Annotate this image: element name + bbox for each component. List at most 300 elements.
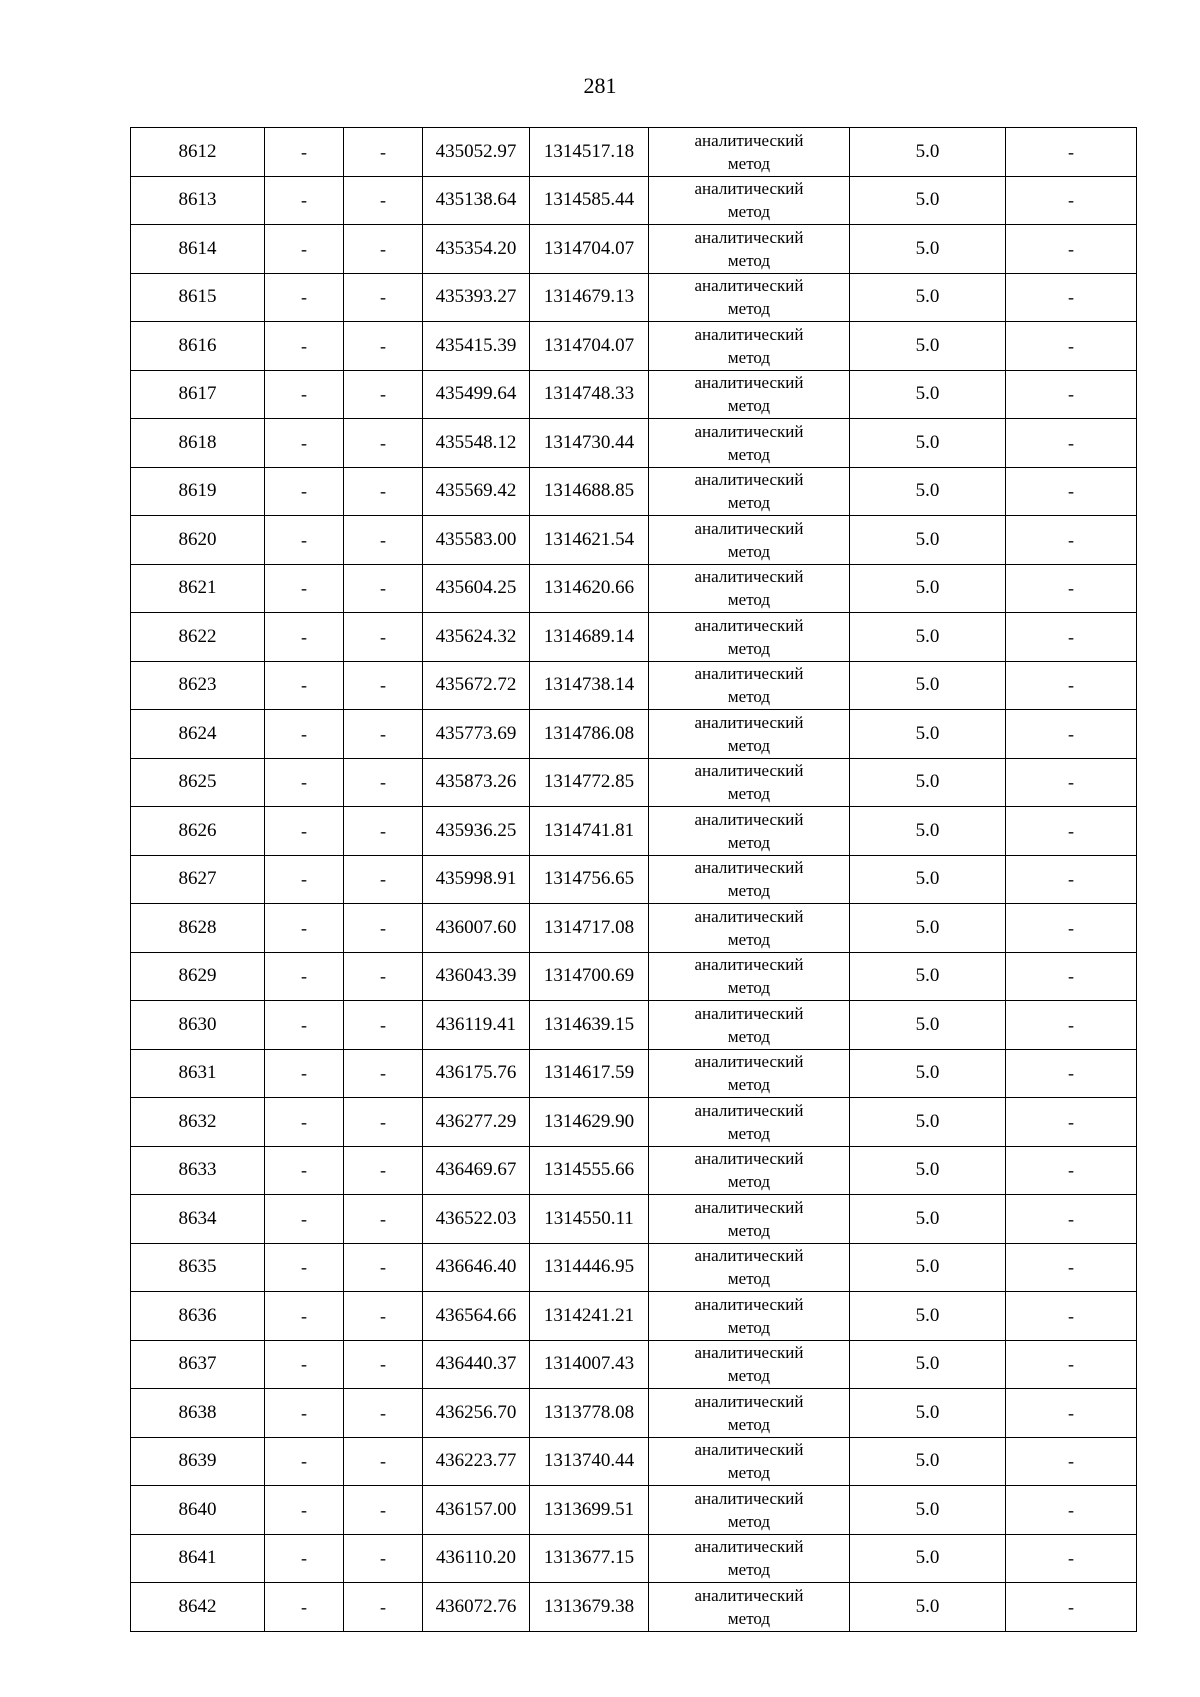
table-row [131,807,1137,856]
dash-cell: - [265,1340,344,1389]
method-line-1: аналитический [694,373,804,393]
table-row [131,564,1137,613]
dash-cell: - [344,467,423,516]
method-cell [649,1098,850,1147]
table-row [131,419,1137,468]
dash-cell: - [1006,1583,1137,1632]
method-line-2: метод [727,881,771,901]
accuracy-value-cell: 5.0 [850,758,1006,807]
method-line-1: аналитический [694,1343,804,1363]
dash-cell: - [265,1243,344,1292]
method-line-1: аналитический [694,1391,804,1411]
y-coordinate-cell: 1314585.44 [530,176,649,225]
x-coordinate-cell: 436522.03 [423,1195,530,1244]
dash-cell: - [265,467,344,516]
dash-cell: - [265,1195,344,1244]
dash-cell: - [344,322,423,371]
dash-cell: - [344,613,423,662]
point-number-cell: 8636 [131,1292,265,1341]
y-coordinate-cell: 1314689.14 [530,613,649,662]
dash-cell: - [265,807,344,856]
accuracy-value-cell: 5.0 [850,467,1006,516]
dash-cell: - [265,1146,344,1195]
accuracy-value-cell: 5.0 [850,516,1006,565]
point-number-cell: 8613 [131,176,265,225]
method-line-2: метод [727,347,771,367]
table-row [131,370,1137,419]
dash-cell: - [344,516,423,565]
table-row [131,710,1137,759]
method-line-1: аналитический [694,955,804,975]
dash-cell: - [344,1001,423,1050]
point-number-cell: 8619 [131,467,265,516]
dash-cell: - [1006,322,1137,371]
dash-cell: - [344,1049,423,1098]
method-cell [649,516,850,565]
method-cell [649,1049,850,1098]
method-line-1: аналитический [694,1052,804,1072]
method-cell [649,273,850,322]
x-coordinate-cell: 436256.70 [423,1389,530,1438]
method-line-1: аналитический [694,1003,804,1023]
accuracy-value-cell: 5.0 [850,1195,1006,1244]
dash-cell: - [265,564,344,613]
method-line-1: аналитический [694,1537,804,1557]
y-coordinate-cell: 1314617.59 [530,1049,649,1098]
point-number-cell: 8615 [131,273,265,322]
accuracy-value-cell: 5.0 [850,1292,1006,1341]
dash-cell: - [1006,710,1137,759]
table-row [131,1195,1137,1244]
dash-cell: - [265,613,344,662]
accuracy-value-cell: 5.0 [850,904,1006,953]
method-line-2: метод [727,1463,771,1483]
method-line-2: метод [727,396,771,416]
x-coordinate-cell: 436110.20 [423,1534,530,1583]
dash-cell: - [1006,564,1137,613]
point-number-cell: 8616 [131,322,265,371]
dash-cell: - [265,710,344,759]
dash-cell: - [344,1292,423,1341]
method-line-1: аналитический [694,421,804,441]
dash-cell: - [265,1098,344,1147]
dash-cell: - [265,1486,344,1535]
method-cell [649,710,850,759]
x-coordinate-cell: 436646.40 [423,1243,530,1292]
dash-cell: - [1006,176,1137,225]
dash-cell: - [1006,661,1137,710]
method-cell [649,1001,850,1050]
method-cell [649,1437,850,1486]
dash-cell: - [344,661,423,710]
dash-cell: - [265,176,344,225]
point-number-cell: 8627 [131,855,265,904]
coordinates-table [130,127,1137,1632]
y-coordinate-cell: 1314748.33 [530,370,649,419]
x-coordinate-cell: 436157.00 [423,1486,530,1535]
dash-cell: - [1006,904,1137,953]
x-coordinate-cell: 435569.42 [423,467,530,516]
method-line-1: аналитический [694,664,804,684]
point-number-cell: 8621 [131,564,265,613]
method-line-2: метод [727,784,771,804]
accuracy-value-cell: 5.0 [850,710,1006,759]
method-line-1: аналитический [694,712,804,732]
table-row [131,1389,1137,1438]
table-row [131,758,1137,807]
dash-cell: - [1006,1001,1137,1050]
method-line-1: аналитический [694,1100,804,1120]
dash-cell: - [265,225,344,274]
dash-cell: - [1006,952,1137,1001]
accuracy-value-cell: 5.0 [850,564,1006,613]
x-coordinate-cell: 436007.60 [423,904,530,953]
method-cell [649,758,850,807]
x-coordinate-cell: 436277.29 [423,1098,530,1147]
dash-cell: - [1006,758,1137,807]
dash-cell: - [265,1534,344,1583]
accuracy-value-cell: 5.0 [850,1098,1006,1147]
x-coordinate-cell: 435499.64 [423,370,530,419]
y-coordinate-cell: 1314786.08 [530,710,649,759]
dash-cell: - [265,1437,344,1486]
point-number-cell: 8623 [131,661,265,710]
dash-cell: - [265,516,344,565]
dash-cell: - [1006,273,1137,322]
method-cell [649,564,850,613]
point-number-cell: 8640 [131,1486,265,1535]
accuracy-value-cell: 5.0 [850,225,1006,274]
dash-cell: - [344,1195,423,1244]
table-row [131,1292,1137,1341]
dash-cell: - [1006,419,1137,468]
y-coordinate-cell: 1313740.44 [530,1437,649,1486]
method-line-2: метод [727,1123,771,1143]
dash-cell: - [1006,467,1137,516]
table-row [131,1001,1137,1050]
accuracy-value-cell: 5.0 [850,1583,1006,1632]
accuracy-value-cell: 5.0 [850,273,1006,322]
accuracy-value-cell: 5.0 [850,661,1006,710]
y-coordinate-cell: 1314741.81 [530,807,649,856]
dash-cell: - [1006,516,1137,565]
method-line-2: метод [727,1511,771,1531]
dash-cell: - [265,855,344,904]
dash-cell: - [265,273,344,322]
x-coordinate-cell: 436564.66 [423,1292,530,1341]
x-coordinate-cell: 436043.39 [423,952,530,1001]
dash-cell: - [344,370,423,419]
accuracy-value-cell: 5.0 [850,176,1006,225]
method-cell [649,128,850,177]
table-row [131,516,1137,565]
x-coordinate-cell: 435873.26 [423,758,530,807]
x-coordinate-cell: 435548.12 [423,419,530,468]
y-coordinate-cell: 1314772.85 [530,758,649,807]
dash-cell: - [265,952,344,1001]
method-line-2: метод [727,929,771,949]
method-cell [649,807,850,856]
y-coordinate-cell: 1313699.51 [530,1486,649,1535]
method-cell [649,1534,850,1583]
dash-cell: - [344,1146,423,1195]
dash-cell: - [1006,807,1137,856]
y-coordinate-cell: 1313778.08 [530,1389,649,1438]
y-coordinate-cell: 1314756.65 [530,855,649,904]
dash-cell: - [1006,128,1137,177]
point-number-cell: 8622 [131,613,265,662]
method-line-1: аналитический [694,227,804,247]
accuracy-value-cell: 5.0 [850,128,1006,177]
method-line-2: метод [727,1075,771,1095]
accuracy-value-cell: 5.0 [850,1534,1006,1583]
method-line-2: метод [727,1608,771,1628]
table-row [131,1437,1137,1486]
method-cell [649,1195,850,1244]
dash-cell: - [344,1534,423,1583]
y-coordinate-cell: 1314704.07 [530,225,649,274]
dash-cell: - [344,176,423,225]
method-line-2: метод [727,1366,771,1386]
y-coordinate-cell: 1314550.11 [530,1195,649,1244]
dash-cell: - [344,419,423,468]
dash-cell: - [265,1292,344,1341]
method-cell [649,225,850,274]
table-row [131,1486,1137,1535]
method-line-1: аналитический [694,1585,804,1605]
y-coordinate-cell: 1314688.85 [530,467,649,516]
dash-cell: - [265,1001,344,1050]
accuracy-value-cell: 5.0 [850,1146,1006,1195]
accuracy-value-cell: 5.0 [850,1001,1006,1050]
dash-cell: - [1006,1389,1137,1438]
table-row [131,273,1137,322]
y-coordinate-cell: 1314639.15 [530,1001,649,1050]
method-line-1: аналитический [694,518,804,538]
dash-cell: - [344,952,423,1001]
method-cell [649,1486,850,1535]
y-coordinate-cell: 1314555.66 [530,1146,649,1195]
method-line-2: метод [727,1172,771,1192]
dash-cell: - [265,322,344,371]
x-coordinate-cell: 436469.67 [423,1146,530,1195]
accuracy-value-cell: 5.0 [850,1340,1006,1389]
table-row [131,952,1137,1001]
dash-cell: - [1006,370,1137,419]
method-cell [649,613,850,662]
x-coordinate-cell: 435624.32 [423,613,530,662]
x-coordinate-cell: 435052.97 [423,128,530,177]
y-coordinate-cell: 1314738.14 [530,661,649,710]
point-number-cell: 8624 [131,710,265,759]
point-number-cell: 8628 [131,904,265,953]
table-row [131,225,1137,274]
y-coordinate-cell: 1314007.43 [530,1340,649,1389]
x-coordinate-cell: 436072.76 [423,1583,530,1632]
dash-cell: - [344,904,423,953]
dash-cell: - [344,1437,423,1486]
method-line-2: метод [727,1414,771,1434]
dash-cell: - [265,1049,344,1098]
method-line-1: аналитический [694,906,804,926]
dash-cell: - [344,273,423,322]
table-row [131,613,1137,662]
point-number-cell: 8612 [131,128,265,177]
dash-cell: - [344,758,423,807]
table-row [131,904,1137,953]
method-line-2: метод [727,202,771,222]
y-coordinate-cell: 1314517.18 [530,128,649,177]
accuracy-value-cell: 5.0 [850,322,1006,371]
method-line-2: метод [727,299,771,319]
dash-cell: - [1006,1292,1137,1341]
accuracy-value-cell: 5.0 [850,807,1006,856]
method-cell [649,176,850,225]
x-coordinate-cell: 435415.39 [423,322,530,371]
y-coordinate-cell: 1314629.90 [530,1098,649,1147]
point-number-cell: 8620 [131,516,265,565]
dash-cell: - [265,1583,344,1632]
dash-cell: - [344,1340,423,1389]
point-number-cell: 8641 [131,1534,265,1583]
method-line-1: аналитический [694,470,804,490]
table-body [131,128,1137,1632]
method-line-2: метод [727,687,771,707]
table-row [131,1534,1137,1583]
dash-cell: - [265,128,344,177]
dash-cell: - [344,1389,423,1438]
dash-cell: - [1006,1098,1137,1147]
method-line-2: метод [727,493,771,513]
accuracy-value-cell: 5.0 [850,613,1006,662]
y-coordinate-cell: 1314621.54 [530,516,649,565]
method-line-2: метод [727,1269,771,1289]
page-number: 281 [583,73,617,98]
point-number-cell: 8638 [131,1389,265,1438]
method-line-2: метод [727,1560,771,1580]
method-cell [649,1340,850,1389]
method-line-2: метод [727,978,771,998]
y-coordinate-cell: 1314620.66 [530,564,649,613]
method-line-1: аналитический [694,615,804,635]
point-number-cell: 8618 [131,419,265,468]
method-line-1: аналитический [694,276,804,296]
method-line-1: аналитический [694,1246,804,1266]
table-row [131,176,1137,225]
y-coordinate-cell: 1314679.13 [530,273,649,322]
method-line-1: аналитический [694,324,804,344]
table-row [131,1583,1137,1632]
accuracy-value-cell: 5.0 [850,1049,1006,1098]
method-line-2: метод [727,1317,771,1337]
dash-cell: - [1006,225,1137,274]
accuracy-value-cell: 5.0 [850,1243,1006,1292]
method-line-2: метод [727,153,771,173]
point-number-cell: 8632 [131,1098,265,1147]
dash-cell: - [344,1098,423,1147]
method-line-2: метод [727,590,771,610]
table-row [131,128,1137,177]
table-row [131,322,1137,371]
dash-cell: - [344,1583,423,1632]
x-coordinate-cell: 435604.25 [423,564,530,613]
accuracy-value-cell: 5.0 [850,1389,1006,1438]
dash-cell: - [1006,1146,1137,1195]
dash-cell: - [344,1243,423,1292]
x-coordinate-cell: 435998.91 [423,855,530,904]
dash-cell: - [265,370,344,419]
table-row [131,1146,1137,1195]
y-coordinate-cell: 1314700.69 [530,952,649,1001]
point-number-cell: 8633 [131,1146,265,1195]
dash-cell: - [344,128,423,177]
dash-cell: - [1006,1534,1137,1583]
point-number-cell: 8637 [131,1340,265,1389]
method-cell [649,1389,850,1438]
method-line-2: метод [727,832,771,852]
method-line-2: метод [727,250,771,270]
method-line-1: аналитический [694,761,804,781]
accuracy-value-cell: 5.0 [850,419,1006,468]
table-row [131,661,1137,710]
x-coordinate-cell: 435773.69 [423,710,530,759]
table-row [131,1098,1137,1147]
method-cell [649,1292,850,1341]
dash-cell: - [1006,1340,1137,1389]
method-line-2: метод [727,541,771,561]
point-number-cell: 8625 [131,758,265,807]
method-line-1: аналитический [694,1197,804,1217]
method-line-1: аналитический [694,858,804,878]
x-coordinate-cell: 435672.72 [423,661,530,710]
method-line-2: метод [727,735,771,755]
method-line-2: метод [727,1220,771,1240]
dash-cell: - [344,225,423,274]
y-coordinate-cell: 1314446.95 [530,1243,649,1292]
x-coordinate-cell: 435393.27 [423,273,530,322]
point-number-cell: 8642 [131,1583,265,1632]
y-coordinate-cell: 1314704.07 [530,322,649,371]
method-cell [649,1583,850,1632]
point-number-cell: 8614 [131,225,265,274]
point-number-cell: 8634 [131,1195,265,1244]
method-cell [649,322,850,371]
dash-cell: - [265,419,344,468]
x-coordinate-cell: 435583.00 [423,516,530,565]
method-cell [649,904,850,953]
dash-cell: - [1006,1243,1137,1292]
method-cell [649,1146,850,1195]
y-coordinate-cell: 1313679.38 [530,1583,649,1632]
method-cell [649,855,850,904]
method-cell [649,419,850,468]
method-line-2: метод [727,444,771,464]
method-cell [649,1243,850,1292]
point-number-cell: 8630 [131,1001,265,1050]
point-number-cell: 8629 [131,952,265,1001]
table-row [131,467,1137,516]
method-line-1: аналитический [694,809,804,829]
method-line-2: метод [727,638,771,658]
accuracy-value-cell: 5.0 [850,1437,1006,1486]
dash-cell: - [344,807,423,856]
x-coordinate-cell: 436223.77 [423,1437,530,1486]
method-line-1: аналитический [694,1149,804,1169]
dash-cell: - [344,564,423,613]
dash-cell: - [344,1486,423,1535]
y-coordinate-cell: 1314241.21 [530,1292,649,1341]
point-number-cell: 8626 [131,807,265,856]
